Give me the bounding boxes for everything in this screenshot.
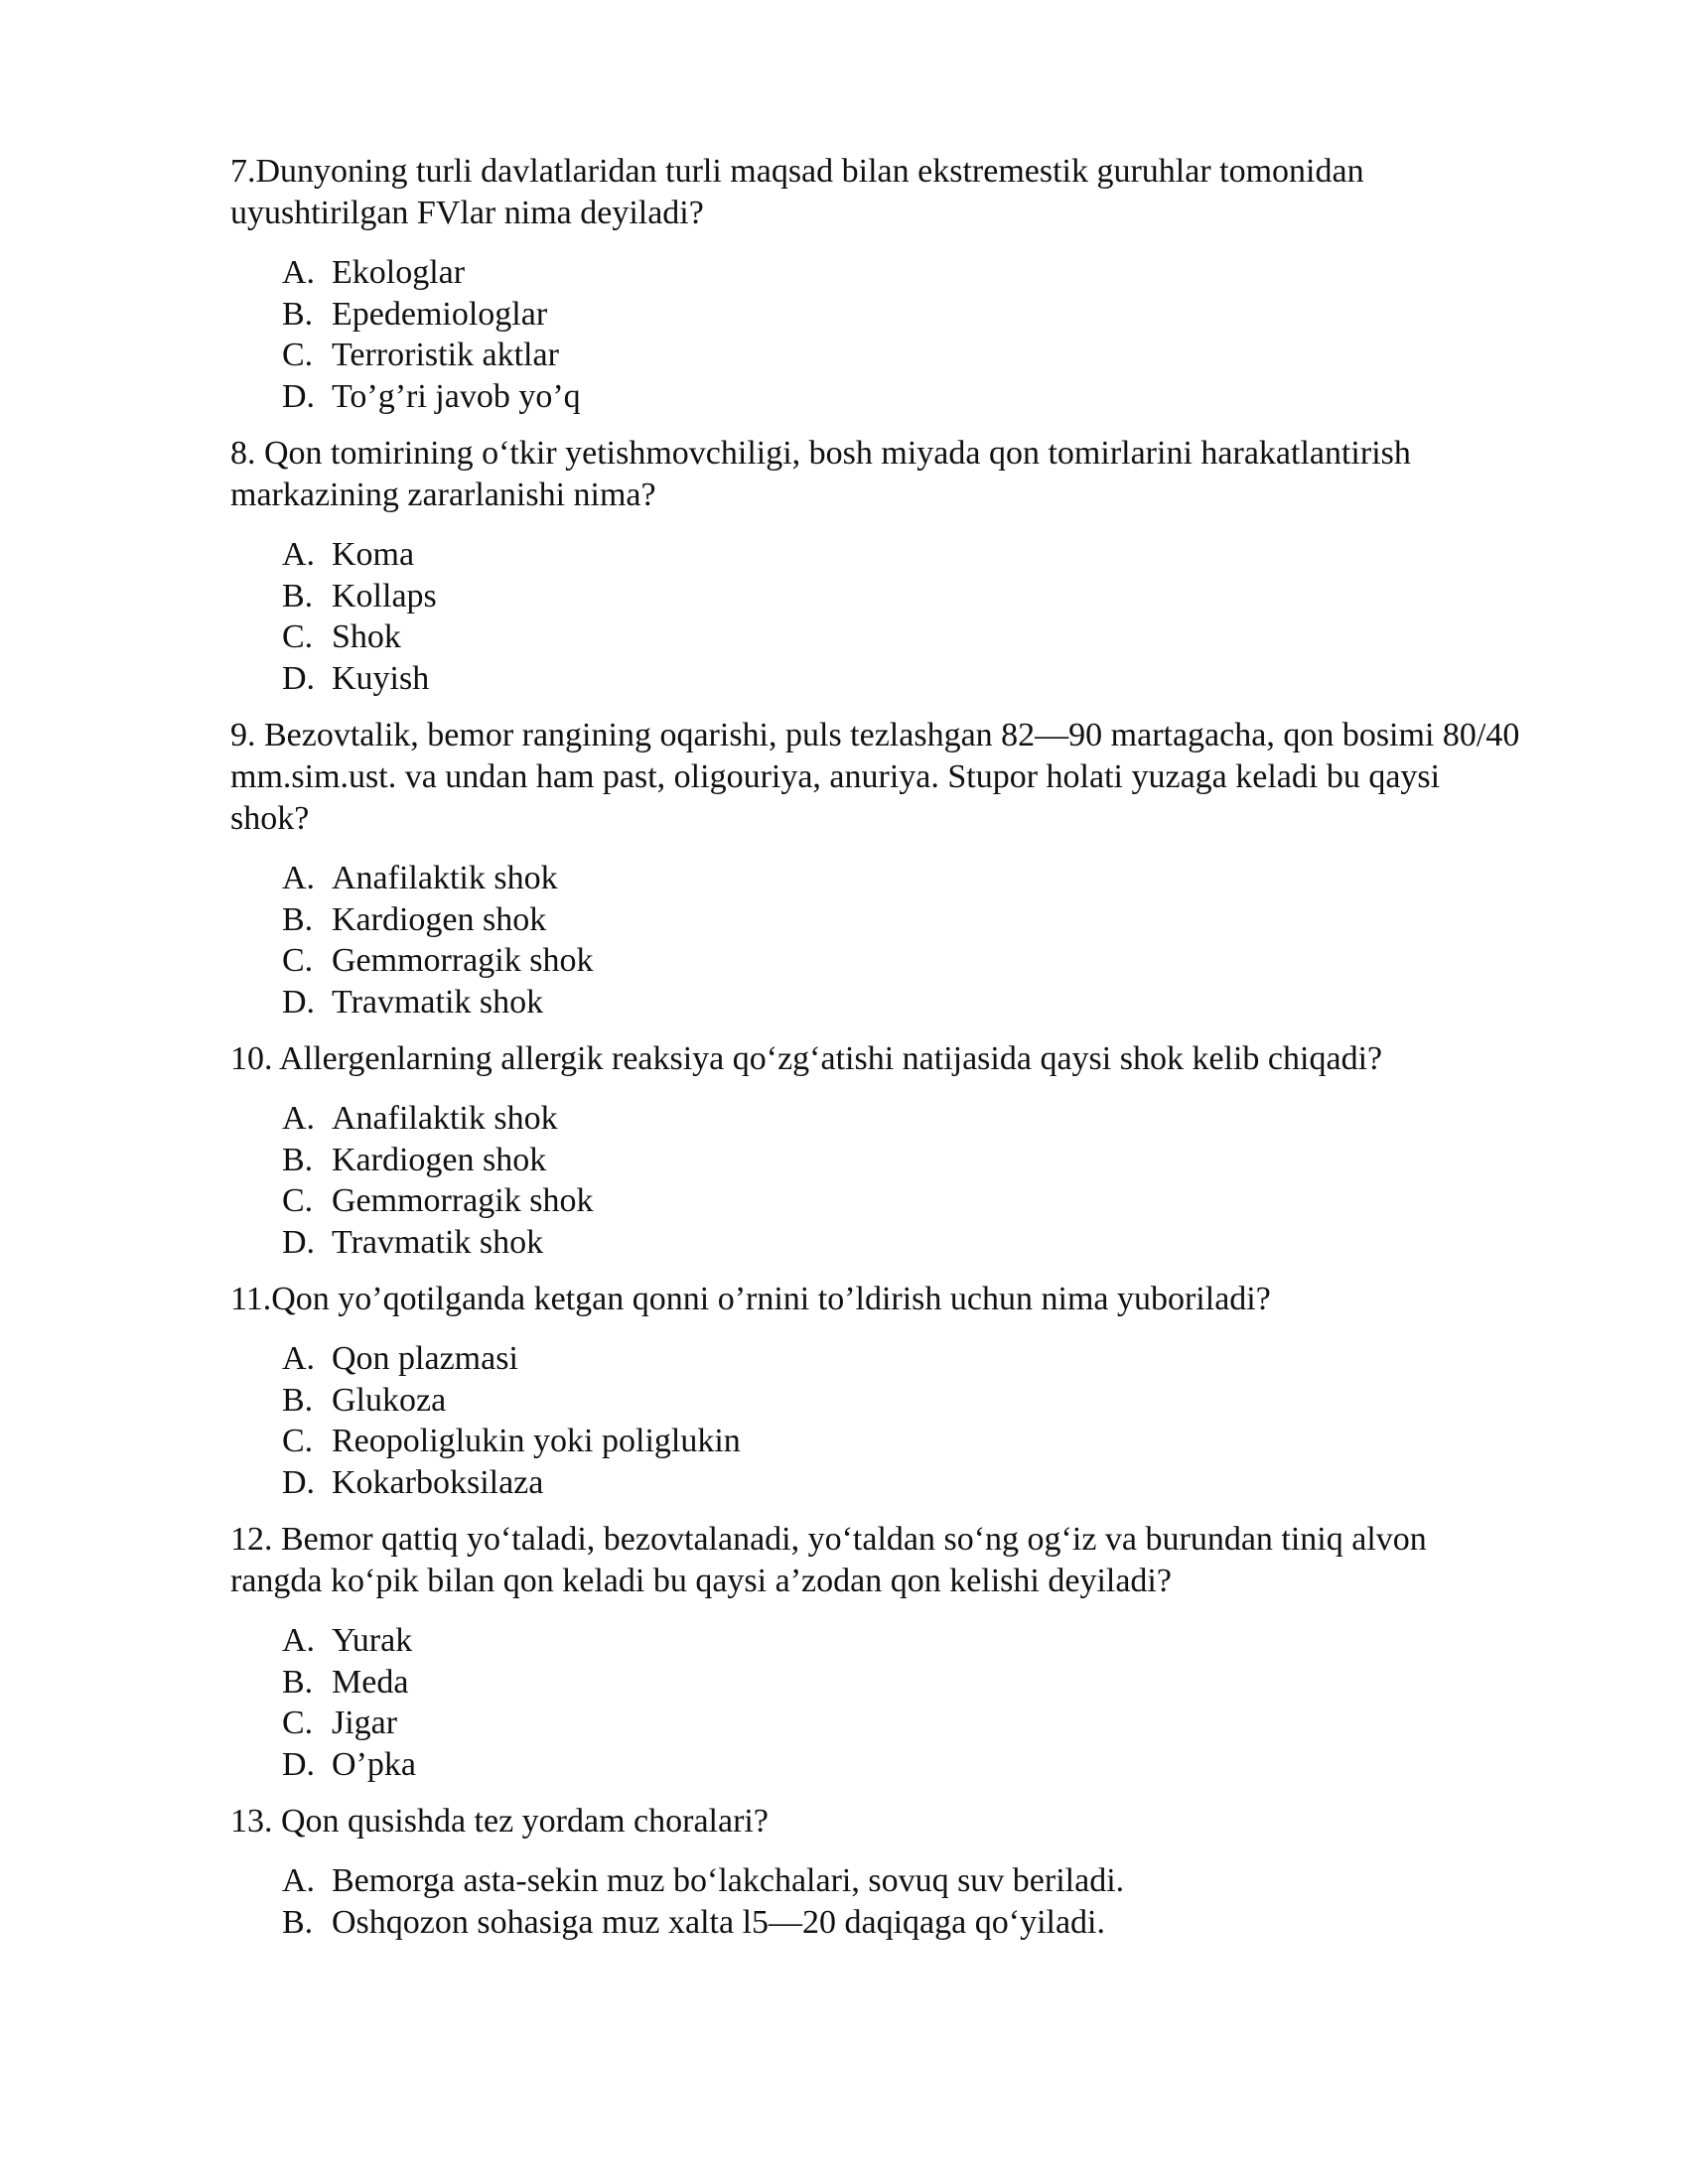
- option-letter: A.: [282, 1100, 316, 1137]
- option-letter: B.: [282, 1141, 314, 1178]
- option-letter: A.: [282, 1862, 316, 1899]
- question-text: 7.Dunyoning turli davlatlaridan turli maqsad bilan ekstremestik guruhlar tomonidan uyushtirilgan FVlar nima deyiladi?: [230, 153, 1364, 231]
- option-letter: B.: [282, 577, 314, 614]
- question-text: 10. Allergenlarning allergik reaksiya qo‘zg‘atishi natijasida qaysi shok kelib chiqadi?: [230, 1040, 1383, 1077]
- option-letter: B.: [282, 1663, 314, 1701]
- option-item: [282, 1462, 1521, 1504]
- question-11: [230, 1279, 1521, 1503]
- option-text: Jigar: [332, 1705, 398, 1741]
- question-8: [230, 433, 1521, 699]
- option-text: Anafilaktik shok: [332, 860, 558, 896]
- question-text: 9. Bezovtalik, bemor rangining oqarishi, puls tezlashgan 82—90 martagacha, qon bosimi 80/40 mm.sim.ust. va undan ham past, oligouriya, anuriya. Stupor holati yuzaga keladi bu qaysi shok?: [230, 717, 1520, 837]
- question-text: 8. Qon tomirining o‘tkir yetishmovchiligi, bosh miyada qon tomirlarini harakatlantirish markazining zararlanishi nima?: [230, 435, 1411, 513]
- option-item: [282, 1338, 1521, 1380]
- option-letter: C.: [282, 1705, 314, 1741]
- option-letter: D.: [282, 1223, 316, 1261]
- option-item: [282, 1902, 1521, 1944]
- option-item: [282, 1098, 1521, 1140]
- option-item: [282, 376, 1521, 418]
- options-list: [282, 1620, 1521, 1785]
- option-item: [282, 658, 1521, 700]
- options-list: [282, 1860, 1521, 1943]
- option-item: [282, 1620, 1521, 1662]
- option-text: Kardiogen shok: [332, 900, 547, 938]
- question-text: 12. Bemor qattiq yo‘taladi, bezovtalanadi, yo‘taldan so‘ng og‘iz va burundan tiniq alvon rangda ko‘pik bilan qon keladi bu qaysi a’zodan qon kelishi deyiladi?: [230, 1521, 1427, 1599]
- option-letter: B.: [282, 1381, 314, 1419]
- option-text: Epedemiologlar: [332, 295, 548, 333]
- option-text: Anafilaktik shok: [332, 1100, 558, 1137]
- question-text: 11.Qon yo’qotilganda ketgan qonni o’rnini to’ldirish uchun nima yuboriladi?: [230, 1281, 1271, 1317]
- option-item: [282, 1703, 1521, 1744]
- option-item: [282, 1744, 1521, 1786]
- option-letter: B.: [282, 900, 314, 938]
- option-text: Meda: [332, 1663, 409, 1701]
- option-letter: D.: [282, 377, 316, 415]
- option-item: [282, 252, 1521, 294]
- option-text: Kokarboksilaza: [332, 1463, 544, 1501]
- option-text: Kollaps: [332, 577, 437, 614]
- option-text: Koma: [332, 536, 415, 573]
- option-text: Gemmorragik shok: [332, 1182, 594, 1219]
- options-list: [282, 1098, 1521, 1263]
- option-letter: C.: [282, 1423, 314, 1459]
- option-text: Yurak: [332, 1622, 413, 1659]
- option-text: Bemorga asta-sekin muz bo‘lakchalari, sovuq suv beriladi.: [332, 1862, 1125, 1899]
- option-item: [282, 1860, 1521, 1902]
- option-text: Terroristik aktlar: [332, 337, 559, 373]
- option-text: Ekologlar: [332, 254, 466, 291]
- options-list: [282, 534, 1521, 699]
- option-item: [282, 1180, 1521, 1222]
- option-item: [282, 1222, 1521, 1264]
- option-letter: A.: [282, 254, 316, 291]
- option-letter: C.: [282, 1182, 314, 1219]
- option-letter: A.: [282, 1622, 316, 1659]
- option-letter: B.: [282, 1903, 314, 1941]
- question-text: 13. Qon qusishda tez yordam choralari?: [230, 1803, 769, 1840]
- option-item: [282, 1421, 1521, 1462]
- option-item: [282, 534, 1521, 576]
- option-letter: D.: [282, 659, 316, 697]
- option-text: Qon plazmasi: [332, 1340, 518, 1377]
- option-text: To’g’ri javob yo’q: [332, 377, 581, 415]
- option-letter: C.: [282, 618, 314, 655]
- option-item: [282, 335, 1521, 376]
- option-letter: A.: [282, 1340, 316, 1377]
- options-list: [282, 252, 1521, 417]
- option-letter: D.: [282, 1745, 316, 1783]
- option-text: Gemmorragik shok: [332, 942, 594, 979]
- option-text: Reopoliglukin yoki poliglukin: [332, 1423, 741, 1459]
- option-item: [282, 982, 1521, 1024]
- option-item: [282, 576, 1521, 617]
- option-text: O’pka: [332, 1745, 416, 1783]
- options-list: [282, 858, 1521, 1023]
- option-text: Oshqozon sohasiga muz xalta l5—20 daqiqaga qo‘yiladi.: [332, 1903, 1105, 1941]
- option-text: Glukoza: [332, 1381, 447, 1419]
- option-letter: A.: [282, 860, 316, 896]
- option-text: Kuyish: [332, 659, 430, 697]
- option-text: Travmatik shok: [332, 983, 544, 1021]
- option-item: [282, 294, 1521, 336]
- option-text: Shok: [332, 618, 401, 655]
- question-7: [230, 151, 1521, 417]
- option-item: [282, 858, 1521, 899]
- option-letter: A.: [282, 536, 316, 573]
- option-item: [282, 940, 1521, 982]
- option-item: [282, 616, 1521, 658]
- option-letter: C.: [282, 337, 314, 373]
- option-letter: B.: [282, 295, 314, 333]
- document-page: [230, 151, 1521, 1959]
- option-item: [282, 1380, 1521, 1422]
- option-item: [282, 899, 1521, 941]
- option-text: Travmatik shok: [332, 1223, 544, 1261]
- question-9: [230, 715, 1521, 1023]
- question-10: [230, 1038, 1521, 1263]
- option-item: [282, 1140, 1521, 1181]
- question-13: [230, 1801, 1521, 1943]
- option-item: [282, 1662, 1521, 1704]
- option-text: Kardiogen shok: [332, 1141, 547, 1178]
- question-12: [230, 1519, 1521, 1785]
- options-list: [282, 1338, 1521, 1503]
- option-letter: C.: [282, 942, 314, 979]
- option-letter: D.: [282, 983, 316, 1021]
- option-letter: D.: [282, 1463, 316, 1501]
